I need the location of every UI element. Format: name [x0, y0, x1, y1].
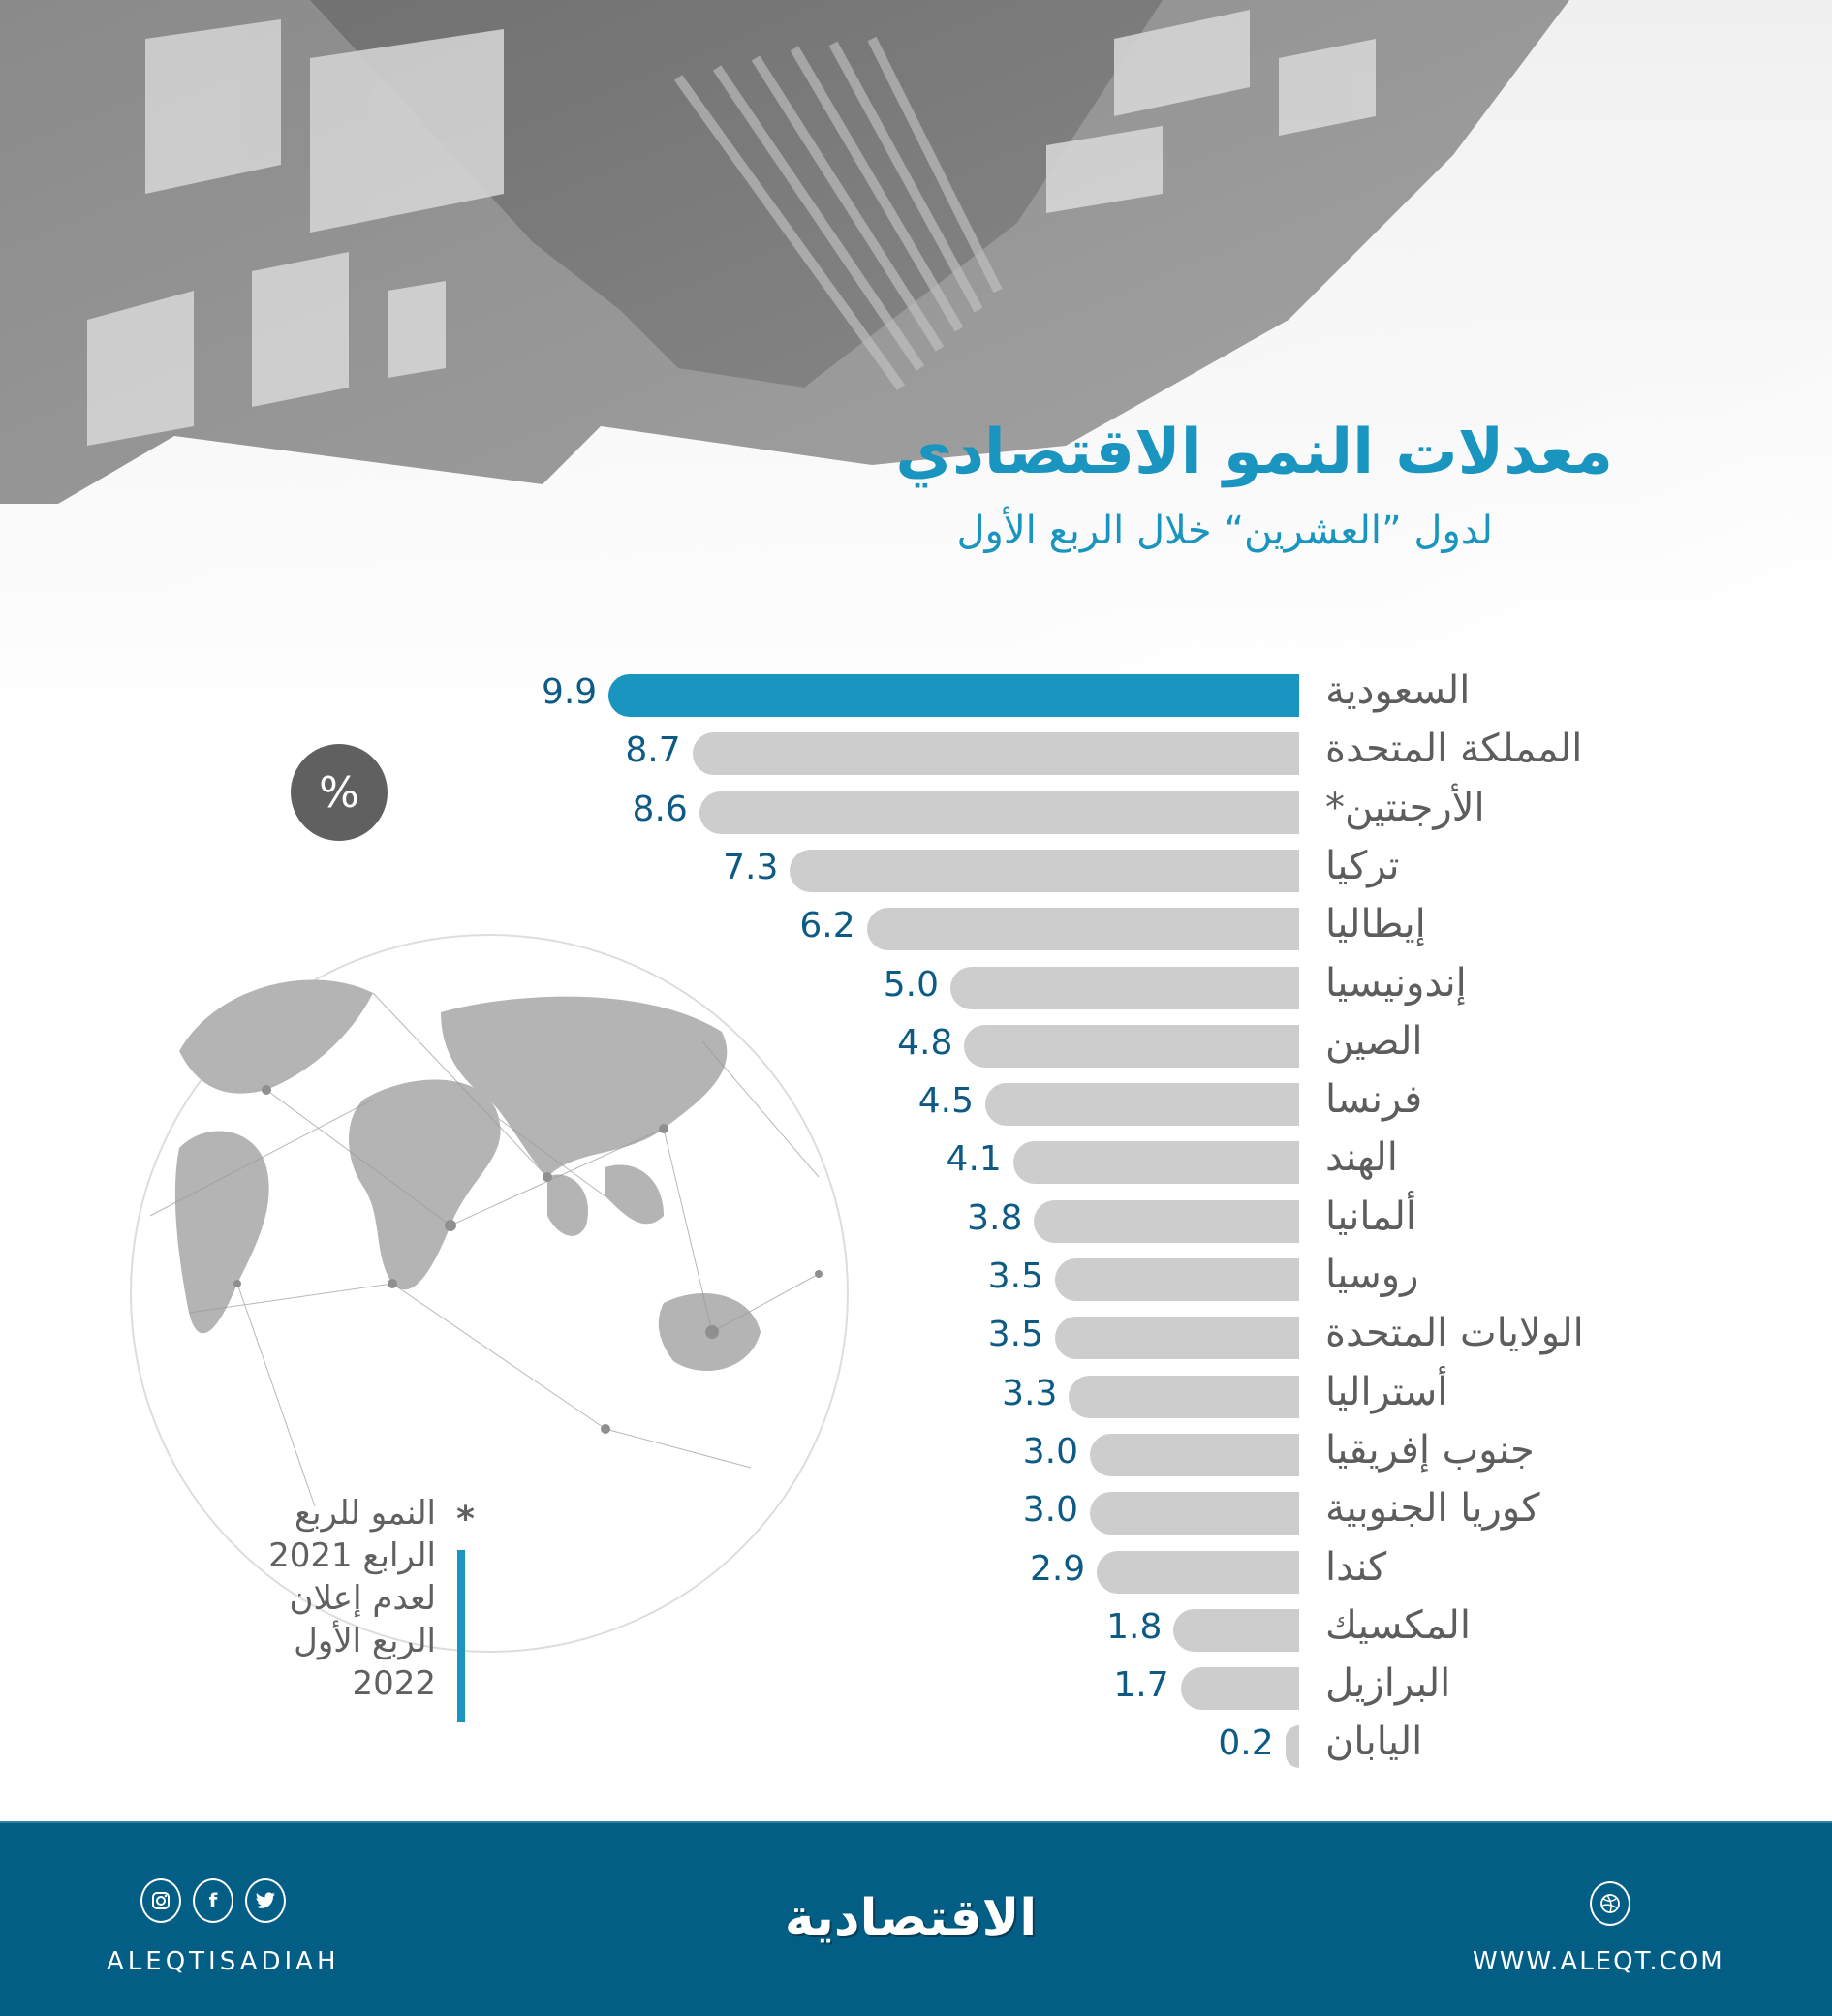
- chart-row: [0, 902, 1832, 950]
- chart-row: [0, 1720, 1832, 1768]
- category-label: فرنسا: [1325, 1077, 1423, 1123]
- bar-value-label: 4.8: [897, 1022, 953, 1063]
- footnote-marker: *: [456, 1500, 475, 1539]
- percent-unit-badge: %: [291, 744, 388, 841]
- chart-row: [0, 668, 1832, 717]
- bar: [1097, 1551, 1299, 1594]
- chart-row: [0, 1135, 1832, 1184]
- chart-row: [0, 1018, 1832, 1068]
- bar: [964, 1025, 1299, 1068]
- chart-row: [0, 1194, 1832, 1243]
- header-building-photo: [0, 0, 1832, 756]
- bar-value-label: 2.9: [1029, 1548, 1086, 1589]
- footnote-line: الربع الأول: [294, 1622, 436, 1660]
- category-label: الصين: [1325, 1018, 1423, 1064]
- category-label: الهند: [1325, 1135, 1398, 1181]
- category-label: الولايات المتحدة: [1325, 1311, 1584, 1356]
- category-label: ألمانيا: [1325, 1194, 1417, 1239]
- bar: [1055, 1258, 1299, 1301]
- chart-row: [0, 1077, 1832, 1126]
- bar-value-label: 3.5: [987, 1315, 1043, 1355]
- bar: [985, 1083, 1299, 1126]
- bar: [1013, 1141, 1299, 1184]
- chart-row: [0, 843, 1832, 892]
- bar: [950, 967, 1299, 1009]
- chart-row: [0, 1661, 1832, 1710]
- social-handle: ALEQTISADIAH: [107, 1947, 340, 1976]
- category-label: كوريا الجنوبية: [1325, 1486, 1540, 1532]
- bar-value-label: 7.3: [723, 847, 779, 887]
- globe-web-icon: [1590, 1881, 1630, 1926]
- bar-value-label: 8.6: [632, 789, 688, 829]
- bar: [693, 732, 1299, 775]
- category-label: جنوب إفريقيا: [1325, 1427, 1535, 1473]
- footnote-line: لعدم إعلان: [289, 1579, 436, 1618]
- category-label: روسيا: [1325, 1253, 1419, 1297]
- bar-value-label: 6.2: [799, 906, 855, 946]
- bar-value-label: 8.7: [625, 730, 681, 771]
- bar-value-label: 4.5: [917, 1081, 974, 1122]
- category-label: المملكة المتحدة: [1325, 727, 1583, 772]
- building-image: [0, 0, 1832, 756]
- social-links: [140, 1878, 286, 1923]
- bar: [1090, 1492, 1299, 1535]
- instagram-icon[interactable]: [140, 1878, 181, 1923]
- category-label: تركيا: [1325, 843, 1400, 888]
- bar-value-label: 3.3: [1002, 1373, 1058, 1413]
- chart-row: [0, 1427, 1832, 1476]
- category-label: البرازيل: [1325, 1661, 1451, 1707]
- bar: [790, 850, 1299, 892]
- category-label: المكسيك: [1325, 1602, 1471, 1648]
- chart-row: [0, 1602, 1832, 1652]
- bar-value-label: 3.5: [987, 1256, 1043, 1296]
- bar: [1055, 1317, 1299, 1359]
- facebook-icon[interactable]: f: [193, 1878, 233, 1923]
- category-label: السعودية: [1325, 668, 1471, 713]
- chart-row: [0, 727, 1832, 775]
- category-label: إندونيسيا: [1325, 960, 1467, 1006]
- bar: [1090, 1434, 1299, 1476]
- bar-value-label: 9.9: [541, 672, 598, 712]
- footer: [0, 1821, 1832, 2016]
- footnote-line: الرابع 2021: [268, 1536, 436, 1575]
- website-link[interactable]: WWW.ALEQT.COM: [1473, 1947, 1724, 1976]
- bar-value-label: 0.2: [1218, 1723, 1274, 1764]
- chart-row: [0, 1486, 1832, 1535]
- category-label: الأرجنتين*: [1325, 785, 1485, 830]
- bar-value-label: 4.1: [946, 1139, 1002, 1180]
- category-label: اليابان: [1325, 1720, 1423, 1765]
- bar-value-label: 3.0: [1022, 1490, 1078, 1531]
- bar: [608, 674, 1299, 717]
- bar: [867, 908, 1299, 950]
- chart-row: [0, 960, 1832, 1009]
- chart-subtitle: لدول ”العشرين“ خلال الربع الأول: [956, 509, 1493, 553]
- chart-title: معدلات النمو الاقتصادي: [895, 417, 1613, 488]
- footnote-line: 2022: [352, 1664, 436, 1703]
- bar-value-label: 3.8: [967, 1197, 1023, 1238]
- brand-logo: الاقتصادية: [784, 1889, 1038, 1947]
- footnote-line: النمو للربع: [294, 1494, 436, 1533]
- chart-row: [0, 1253, 1832, 1301]
- category-label: أستراليا: [1325, 1369, 1448, 1414]
- twitter-icon[interactable]: [245, 1878, 286, 1923]
- bar-value-label: 5.0: [883, 964, 939, 1005]
- category-label: إيطاليا: [1325, 902, 1426, 947]
- bar: [1173, 1609, 1299, 1652]
- chart-row: [0, 1311, 1832, 1359]
- chart-row: [0, 1544, 1832, 1594]
- bar: [699, 791, 1299, 834]
- bar-value-label: 3.0: [1022, 1431, 1078, 1472]
- bar: [1181, 1667, 1299, 1710]
- chart-row: [0, 1369, 1832, 1418]
- bar: [1286, 1725, 1299, 1768]
- chart-row: [0, 785, 1832, 834]
- bar-value-label: 1.7: [1113, 1665, 1169, 1706]
- bar: [1034, 1200, 1299, 1243]
- bar-value-label: 1.8: [1106, 1606, 1163, 1647]
- bar: [1069, 1376, 1299, 1418]
- category-label: كندا: [1325, 1544, 1387, 1590]
